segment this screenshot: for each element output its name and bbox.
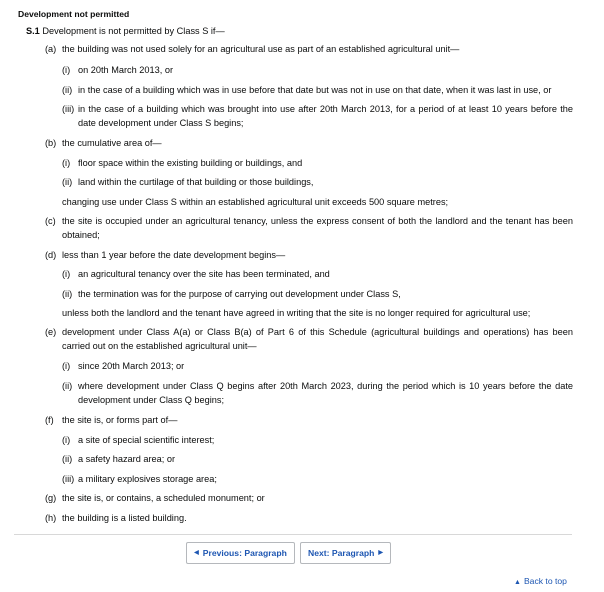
item-text-d: less than 1 year before the date development begins—	[62, 250, 286, 260]
triangle-up-icon: ▲	[514, 579, 521, 586]
item-text-b: the cumulative area of—	[62, 138, 162, 148]
item-label-c: (c)	[45, 216, 56, 226]
item-tail-d: unless both the landlord and the tenant have agreed in writing that the site is no longer required for agricultural use;	[62, 308, 531, 318]
back-to-top-label: Back to top	[523, 576, 567, 586]
section-heading: Development not permitted	[18, 9, 130, 19]
item-label-h: (h)	[45, 513, 57, 523]
subitem-label: (i)	[62, 361, 71, 371]
item-text-e: development under Class A(a) or Class B(a) of Part 6 of this Schedule (agricultural buildings and operations) has been carried out on the established agricultural unit—	[62, 327, 573, 351]
subitem-text: a site of special scientific interest;	[78, 435, 215, 445]
subitem-label: (i)	[62, 65, 71, 75]
item-text-h: the building is a listed building.	[62, 513, 187, 523]
previous-label: Previous: Paragraph	[202, 548, 287, 558]
subitem-text: a safety hazard area; or	[78, 454, 176, 464]
subitem-text: in the case of a building which was brought into use after 20th March 2013, for a period of at least 10 years before the date development under Class S begins;	[78, 104, 573, 128]
item-label-b: (b)	[45, 138, 57, 148]
subitem-label: (ii)	[62, 177, 73, 187]
item-label-g: (g)	[45, 493, 57, 503]
subitem-text: the termination was for the purpose of carrying out development under Class S,	[78, 289, 401, 299]
divider	[14, 534, 572, 535]
item-text-c: the site is occupied under an agricultural tenancy, unless the express consent of both the landlord and the tenant has been obtained;	[62, 216, 573, 240]
subitem-label: (i)	[62, 435, 71, 445]
item-label-d: (d)	[45, 250, 57, 260]
subitem-text: since 20th March 2013; or	[78, 361, 185, 371]
section-intro	[26, 24, 225, 38]
subitem-text: floor space within the existing building or buildings, and	[78, 158, 303, 168]
subitem-label: (i)	[62, 158, 71, 168]
subitem-label: (iii)	[62, 474, 75, 484]
item-label-a: (a)	[45, 44, 57, 54]
subitem-label: (ii)	[62, 454, 73, 464]
previous-paragraph-button[interactable]	[186, 542, 295, 564]
item-text-a: the building was not used solely for an agricultural use as part of an established agricultural unit—	[62, 44, 460, 54]
subitem-text: a military explosives storage area;	[78, 474, 217, 484]
item-text-g: the site is, or contains, a scheduled monument; or	[62, 493, 265, 503]
subitem-text: land within the curtilage of that building or those buildings,	[78, 177, 314, 187]
item-label-f: (f)	[45, 415, 54, 425]
back-to-top-link[interactable]	[514, 574, 567, 590]
section-intro-text: Development is not permitted by Class S if—	[42, 26, 225, 36]
subitem-label: (i)	[62, 269, 71, 279]
item-text-f: the site is, or forms part of—	[62, 415, 178, 425]
item-label-e: (e)	[45, 327, 57, 337]
subitem-label: (iii)	[62, 104, 75, 114]
next-label: Next: Paragraph	[307, 548, 375, 558]
item-tail-b: changing use under Class S within an established agricultural unit exceeds 500 square metres;	[62, 197, 449, 207]
next-paragraph-button[interactable]	[300, 542, 391, 564]
triangle-left-icon: ◀	[194, 550, 199, 556]
subitem-label: (ii)	[62, 381, 73, 391]
subitem-text: an agricultural tenancy over the site has been terminated, and	[78, 269, 330, 279]
triangle-right-icon: ▶	[378, 550, 383, 556]
subitem-text: in the case of a building which was in use before that date but was not in use on that date, when it was last in use, or	[78, 85, 552, 95]
subitem-text: on 20th March 2013, or	[78, 65, 173, 75]
subitem-text: where development under Class Q begins after 20th March 2023, during the period which is 10 years before the date development under Class Q begins;	[78, 381, 573, 405]
subitem-label: (ii)	[62, 289, 73, 299]
section-number: S.1	[26, 26, 40, 36]
subitem-label: (ii)	[62, 85, 73, 95]
